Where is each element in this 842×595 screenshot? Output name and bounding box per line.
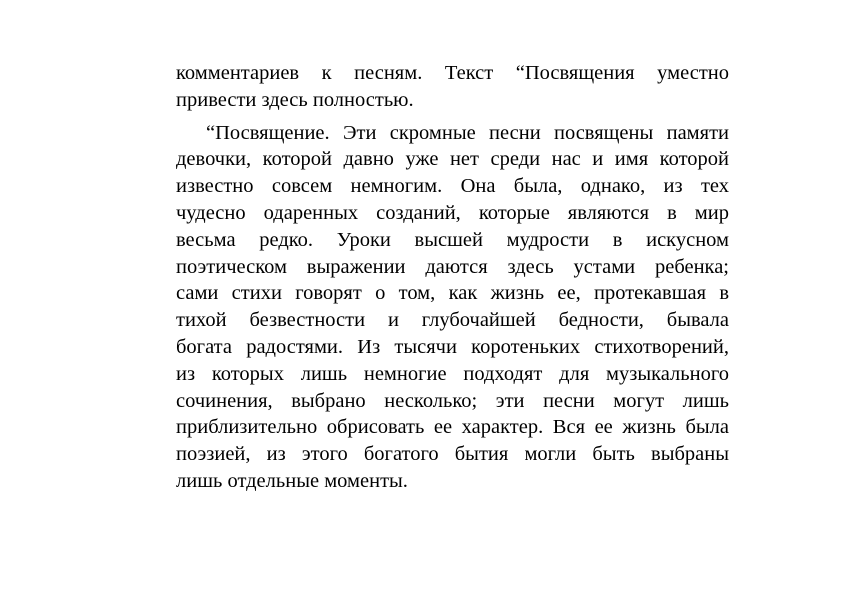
paragraph-2-line: из которых лишь немногие подходят для музыкального	[176, 362, 729, 385]
paragraph-2-line: сами стихи говорят о том, как жизнь ее, протекавшая в	[176, 282, 729, 305]
paragraph-2-line: известно совсем немногим. Она была, однако, из тех	[176, 175, 729, 198]
paragraph-2-line: чудесно одаренных созданий, которые являются в мир	[176, 201, 729, 224]
paragraph-2-line: сочинения, выбрано несколько; эти песни могут лишь	[176, 389, 729, 412]
paragraph-2-line: весьма редко. Уроки высшей мудрости в искусном	[176, 228, 729, 251]
paragraph-2-line: богата радостями. Из тысячи коротеньких стихотворений,	[176, 335, 729, 358]
paragraph-1	[176, 60, 729, 114]
paragraph-2	[176, 120, 729, 495]
text-block	[176, 60, 729, 495]
paragraph-2-line: поэзией, из этого богатого бытия могли быть выбраны	[176, 443, 729, 466]
paragraph-2-line: девочки, которой давно уже нет среди нас и имя которой	[176, 148, 729, 171]
paragraph-1-line: привести здесь полностью.	[176, 88, 414, 111]
paragraph-2-line: приблизительно обрисовать ее характер. Вся ее жизнь была	[176, 416, 729, 439]
paragraph-2-line: тихой безвестности и глубочайшей бедности, бывала	[176, 309, 729, 332]
paragraph-2-line: “Посвящение. Эти скромные песни посвящены памяти	[206, 121, 729, 144]
paragraph-1-line: комментариев к песням. Текст “Посвящения уместно	[176, 62, 729, 84]
paragraph-2-line: поэтическом выражении даются здесь устами ребенка;	[176, 255, 729, 278]
paragraph-2-line: лишь отдельные моменты.	[176, 469, 408, 492]
